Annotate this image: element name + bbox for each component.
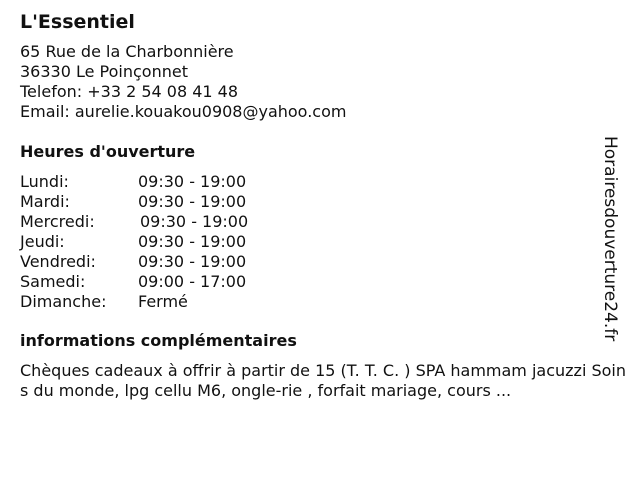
phone-number: Telefon: +33 2 54 08 41 48 [20, 82, 239, 101]
day-label: Mercredi: [20, 212, 95, 231]
info-description: Chèques cadeaux à offrir à partir de 15 (T. T. C. ) SPA hammam jacuzzi Soins du monde, lpg cellu M6, ongle-rie , forfait mariage, cours ... [20, 361, 627, 400]
hours-row-sunday [20, 292, 620, 312]
hours-row-tuesday [20, 192, 620, 212]
time-range: Fermé [138, 292, 188, 311]
day-label: Mardi: [20, 192, 70, 211]
time-range: 09:30 - 19:00 [138, 232, 247, 251]
address-city: 36330 Le Poinçonnet [20, 62, 188, 81]
info-title: informations complémentaires [20, 331, 297, 350]
day-label: Vendredi: [20, 252, 96, 271]
day-label: Dimanche: [20, 292, 107, 311]
day-label: Samedi: [20, 272, 86, 291]
hours-row-wednesday [20, 212, 620, 232]
time-range: 09:30 - 19:00 [138, 252, 247, 271]
day-label: Lundi: [20, 172, 69, 191]
business-card [20, 10, 627, 401]
hours-title: Heures d'ouverture [20, 142, 196, 161]
email-address: Email: aurelie.kouakou0908@yahoo.com [20, 102, 347, 121]
time-range: 09:00 - 17:00 [138, 272, 247, 291]
hours-row-monday [20, 172, 620, 192]
hours-row-saturday [20, 272, 620, 292]
site-watermark: Horairesdouverture24.fr [600, 136, 620, 342]
address-street: 65 Rue de la Charbonnière [20, 42, 234, 61]
time-range: 09:30 - 19:00 [140, 212, 249, 231]
hours-row-thursday [20, 232, 620, 252]
time-range: 09:30 - 19:00 [138, 172, 247, 191]
hours-list [20, 172, 620, 312]
time-range: 09:30 - 19:00 [138, 192, 247, 211]
business-name: L'Essentiel [20, 11, 135, 33]
hours-row-friday [20, 252, 620, 272]
day-label: Jeudi: [20, 232, 65, 251]
